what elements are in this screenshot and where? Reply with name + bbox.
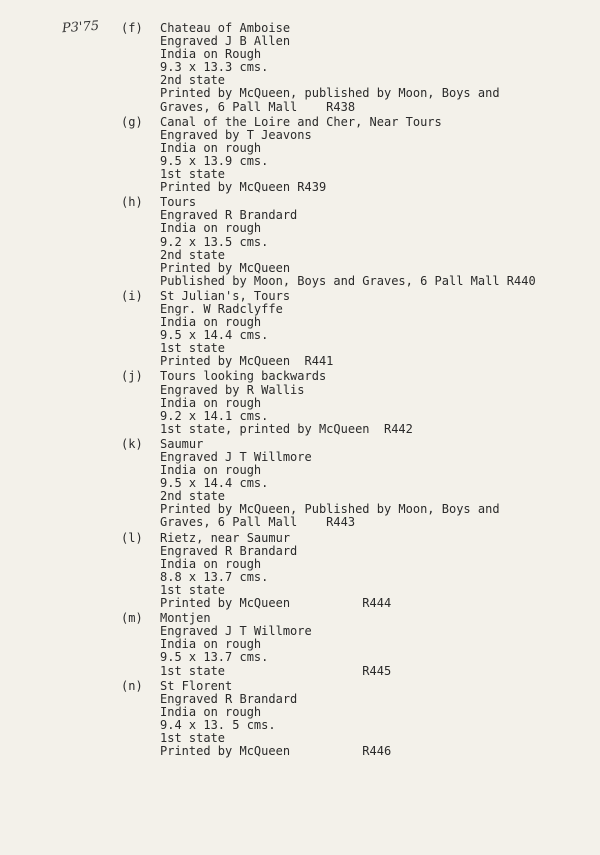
entry-line: Engraved J T Willmore — [160, 624, 312, 639]
entry-line: India on rough — [160, 637, 262, 652]
entry-line: 9.2 x 14.1 cms. — [160, 408, 269, 423]
entry-line: Printed by McQueen R446 — [160, 744, 392, 759]
entry-letter: (i) — [121, 288, 143, 303]
entry-lines — [160, 290, 600, 369]
entry-line: 1st state, printed by McQueen R442 — [160, 421, 413, 436]
entry-line: 9.5 x 14.4 cms. — [160, 328, 269, 343]
entry-line: Printed by McQueen, Published by Moon, Boys and — [160, 502, 500, 517]
entry-line: 9.5 x 14.4 cms. — [160, 476, 269, 491]
entry-line: 8.8 x 13.7 cms. — [160, 569, 269, 584]
catalogue-entry — [0, 680, 600, 759]
catalogue-entry — [0, 612, 600, 677]
entry-line: Printed by McQueen R439 — [160, 180, 327, 195]
entry-line: 9.2 x 13.5 cms. — [160, 234, 269, 249]
entry-line: Chateau of Amboise — [160, 21, 291, 35]
catalogue-entry — [0, 290, 600, 369]
entry-line: 1st state — [160, 582, 226, 597]
entry-lines — [160, 116, 600, 195]
entry-line: Graves, 6 Pall Mall R443 — [160, 515, 356, 530]
entry-line: 1st state R445 — [160, 663, 392, 678]
catalogue-entry — [0, 532, 600, 611]
entry-line: Canal of the Loire and Cher, Near Tours — [160, 114, 442, 129]
entry-line: Printed by McQueen R441 — [160, 354, 334, 369]
entry-line: India on rough — [160, 140, 262, 155]
entry-line: Engraved J T Willmore — [160, 450, 312, 464]
entry-line: 1st state — [160, 730, 226, 745]
entry-letter: (f) — [121, 21, 143, 35]
catalogue-entry — [0, 196, 600, 288]
entry-letter: (g) — [121, 114, 143, 129]
entry-lines — [160, 196, 600, 288]
entry-lines — [160, 532, 600, 611]
entry-line: 1st state — [160, 167, 226, 182]
entry-line: Published by Moon, Boys and Graves, 6 Pall Mall R440 — [160, 273, 536, 288]
entry-line: Engraved by R Wallis — [160, 382, 305, 397]
entry-line: Saumur — [160, 436, 204, 451]
entry-line: India on rough — [160, 463, 262, 478]
entry-line: India on rough — [160, 704, 262, 719]
entry-letter: (k) — [121, 436, 143, 451]
catalogue-entry — [0, 22, 600, 114]
entry-letter: (l) — [121, 530, 143, 545]
catalogue-entries — [0, 22, 600, 760]
entry-line: India on rough — [160, 315, 262, 330]
entry-line: Engraved R Brandard — [160, 543, 298, 558]
entry-line: St Florent — [160, 678, 233, 693]
entry-lines — [160, 612, 600, 677]
entry-line: India on rough — [160, 221, 262, 236]
catalogue-entry — [0, 116, 600, 195]
entry-lines — [160, 22, 600, 114]
entry-letter: (m) — [121, 611, 143, 626]
entry-line: 9.4 x 13. 5 cms. — [160, 717, 276, 732]
entry-line: 9.5 x 13.9 cms. — [160, 153, 269, 168]
entry-lines — [160, 680, 600, 759]
entry-line: 9.5 x 13.7 cms. — [160, 650, 269, 665]
entry-line: Engraved by T Jeavons — [160, 127, 312, 142]
entry-line: 2nd state — [160, 247, 226, 262]
entry-lines — [160, 438, 600, 530]
entry-letter: (n) — [121, 678, 143, 693]
entry-line: 9.3 x 13.3 cms. — [160, 60, 269, 75]
entry-line: Tours looking backwards — [160, 369, 327, 384]
entry-line: Printed by McQueen R444 — [160, 596, 392, 611]
entry-line: Printed by McQueen — [160, 260, 291, 275]
entry-line: Engraved J B Allen — [160, 34, 291, 49]
entry-line: 2nd state — [160, 73, 226, 88]
entry-line: Engraved R Brandard — [160, 691, 298, 706]
entry-line: Engraved R Brandard — [160, 208, 298, 223]
catalogue-entry — [0, 370, 600, 435]
catalogue-entry — [0, 438, 600, 530]
entry-line: Graves, 6 Pall Mall R438 — [160, 99, 356, 114]
entry-lines — [160, 370, 600, 435]
entry-line: St Julian's, Tours — [160, 288, 291, 303]
entry-line: 1st state — [160, 341, 226, 356]
entry-line: Printed by McQueen, published by Moon, Boys and — [160, 86, 500, 101]
entry-line: India on rough — [160, 556, 262, 571]
handwritten-margin-note: P3'75 — [61, 18, 100, 37]
entry-letter: (j) — [121, 369, 143, 384]
entry-line: 2nd state — [160, 489, 226, 504]
entry-line: Engr. W Radclyffe — [160, 301, 283, 316]
entry-line: Tours — [160, 195, 197, 210]
entry-line: India on Rough — [160, 47, 262, 62]
entry-line: India on rough — [160, 395, 262, 410]
entry-letter: (h) — [121, 195, 143, 210]
entry-line: Rietz, near Saumur — [160, 530, 291, 545]
entry-line: Montjen — [160, 611, 211, 626]
